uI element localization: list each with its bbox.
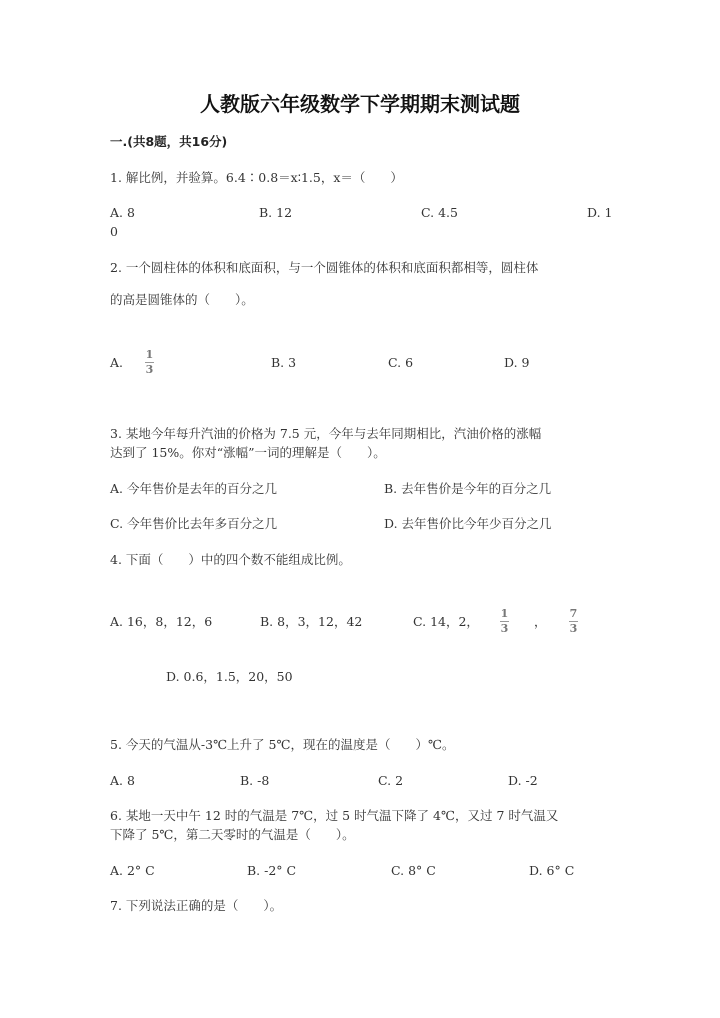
question-4: 4. 下面（ ）中的四个数不能组成比例。 bbox=[110, 552, 351, 567]
page-title: 人教版六年级数学下学期期末测试题 bbox=[200, 92, 520, 116]
question-1: 1. 解比例，并验算。6.4∶0.8＝x∶1.5，x＝（ ） bbox=[110, 170, 403, 185]
question-6-line1: 6. 某地一天中午 12 时的气温是 7℃，过 5 时气温下降了 4℃，又过 7 时气温又 bbox=[110, 808, 559, 823]
q2-fraction-a: 1 3 bbox=[145, 348, 154, 376]
q6-option-b: B. -2° C bbox=[247, 863, 297, 878]
q3-option-d: D. 去年售价比今年少百分之几 bbox=[384, 516, 552, 531]
q2-option-c: C. 6 bbox=[388, 355, 414, 370]
q3-option-b: B. 去年售价是今年的百分之几 bbox=[384, 481, 552, 496]
question-7: 7. 下列说法正确的是（ ）。 bbox=[110, 898, 283, 913]
q3-option-a: A. 今年售价是去年的百分之几 bbox=[110, 481, 277, 496]
q5-option-b: B. -8 bbox=[240, 773, 270, 788]
question-2-line1: 2. 一个圆柱体的体积和底面积，与一个圆锥体的体积和底面积都相等，圆柱体 bbox=[110, 260, 539, 275]
q5-option-c: C. 2 bbox=[378, 773, 404, 788]
q4-fraction-1: 1 3 bbox=[500, 607, 509, 635]
q6-option-d: D. 6° C bbox=[529, 863, 575, 878]
q4-option-a: A. 16，8，12，6 bbox=[110, 614, 213, 629]
q4-option-c: C. 14，2， bbox=[413, 614, 479, 629]
question-3-line2: 达到了 15%。你对“涨幅”一词的理解是（ ）。 bbox=[110, 445, 386, 460]
question-2-line2: 的高是圆锥体的（ ）。 bbox=[110, 292, 254, 307]
q6-option-a: A. 2° C bbox=[110, 863, 155, 878]
q5-option-a: A. 8 bbox=[110, 773, 135, 788]
q4-fraction-2: 7 3 bbox=[569, 607, 578, 635]
q6-option-c: C. 8° C bbox=[391, 863, 436, 878]
section-heading: 一.(共8题，共16分) bbox=[110, 134, 228, 149]
q1-option-d-wrap: 0 bbox=[110, 224, 118, 239]
question-3-line1: 3. 某地今年每升汽油的价格为 7.5 元，今年与去年同期相比，汽油价格的涨幅 bbox=[110, 426, 542, 441]
question-6-line2: 下降了 5℃，第二天零时的气温是（ ）。 bbox=[110, 827, 355, 842]
q1-option-b: B. 12 bbox=[259, 205, 293, 220]
q3-option-c: C. 今年售价比去年多百分之几 bbox=[110, 516, 278, 531]
q1-option-c: C. 4.5 bbox=[421, 205, 458, 220]
q4-option-b: B. 8，3，12，42 bbox=[260, 614, 363, 629]
question-5: 5. 今天的气温从-3℃上升了 5℃，现在的温度是（ ）℃。 bbox=[110, 737, 455, 752]
q4-option-d: D. 0.6，1.5，20，50 bbox=[166, 669, 293, 684]
q5-option-d: D. -2 bbox=[508, 773, 538, 788]
q2-option-b: B. 3 bbox=[271, 355, 297, 370]
q4-comma: ， bbox=[534, 614, 547, 629]
q2-option-d: D. 9 bbox=[504, 355, 530, 370]
q1-option-a: A. 8 bbox=[110, 205, 135, 220]
q2-option-a: A. bbox=[110, 355, 124, 370]
q1-option-d: D. 1 bbox=[587, 205, 613, 220]
